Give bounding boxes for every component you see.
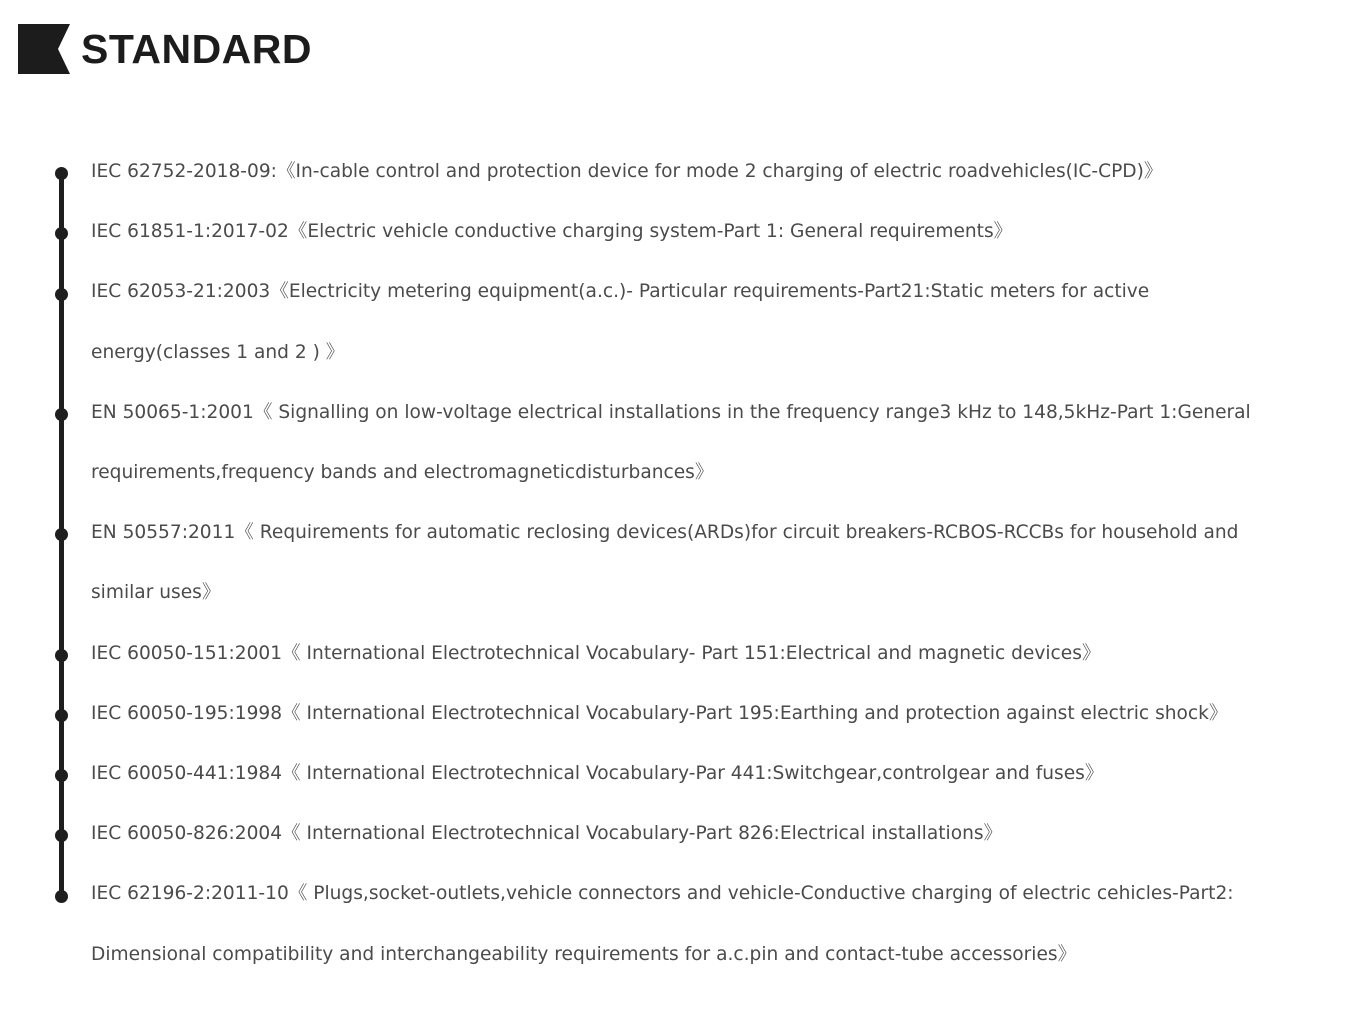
standard-item-text: energy(classes 1 and 2 ) 》: [91, 341, 345, 363]
timeline-dot: [55, 528, 68, 541]
timeline-dot: [55, 288, 68, 301]
standard-item-text: EN 50065-1:2001《 Signalling on low-voltage electrical installations in the frequency range3 kHz to 148,5kHz-Part 1:General: [91, 401, 1251, 423]
timeline-dot: [55, 227, 68, 240]
standard-item: [91, 744, 1341, 804]
standard-item-text: IEC 60050-826:2004《 International Electrotechnical Vocabulary-Part 826:Electrical installations》: [91, 823, 1003, 845]
standard-item-text: EN 50557:2011《 Requirements for automatic reclosing devices(ARDs)for circuit breakers-RCBOS-RCCBs for household and: [91, 522, 1239, 544]
standard-item: [91, 202, 1341, 262]
standard-item: [91, 503, 1341, 623]
standard-item-text: IEC 60050-195:1998《 International Electrotechnical Vocabulary-Part 195:Earthing and protection against electric shock》: [91, 702, 1228, 724]
timeline-dot: [55, 167, 68, 180]
standard-item: [91, 624, 1341, 684]
timeline-dot: [55, 408, 68, 421]
standard-item-text: similar uses》: [91, 582, 221, 604]
timeline-dot: [55, 649, 68, 662]
standard-item-text: IEC 60050-441:1984《 International Electrotechnical Vocabulary-Par 441:Switchgear,controlgear and fuses》: [91, 763, 1104, 784]
standard-item: [91, 262, 1341, 382]
standard-item: [91, 684, 1341, 744]
timeline-dot: [55, 709, 68, 722]
page-title: STANDARD: [81, 26, 313, 72]
timeline-dot: [55, 890, 68, 903]
standard-item-text: Dimensional compatibility and interchangeability requirements for a.c.pin and contact-tube accessories》: [91, 943, 1077, 965]
standard-item: [91, 804, 1341, 864]
standard-item: [91, 383, 1341, 503]
standard-item-text: IEC 62196-2:2011-10《 Plugs,socket-outlets,vehicle connectors and vehicle-Conductive charging of electric cehicles-Part2:: [91, 883, 1234, 905]
standard-item: [91, 142, 1341, 202]
timeline-dot: [55, 769, 68, 782]
standard-item-text: IEC 62752-2018-09:《In-cable control and protection device for mode 2 charging of electric roadvehicles(IC-CPD)》: [91, 161, 1163, 182]
timeline-dot: [55, 829, 68, 842]
standard-item-text: requirements,frequency bands and electromagneticdisturbances》: [91, 462, 714, 483]
standard-item-text: IEC 61851-1:2017-02《Electric vehicle conductive charging system-Part 1: General requirements》: [91, 221, 1013, 243]
standard-item: [91, 864, 1341, 984]
standard-item-text: IEC 62053-21:2003《Electricity metering equipment(a.c.)- Particular requirements-Part21:Static meters for active: [91, 281, 1150, 303]
standard-item-text: IEC 60050-151:2001《 International Electrotechnical Vocabulary- Part 151:Electrical and magnetic devices》: [91, 642, 1101, 664]
